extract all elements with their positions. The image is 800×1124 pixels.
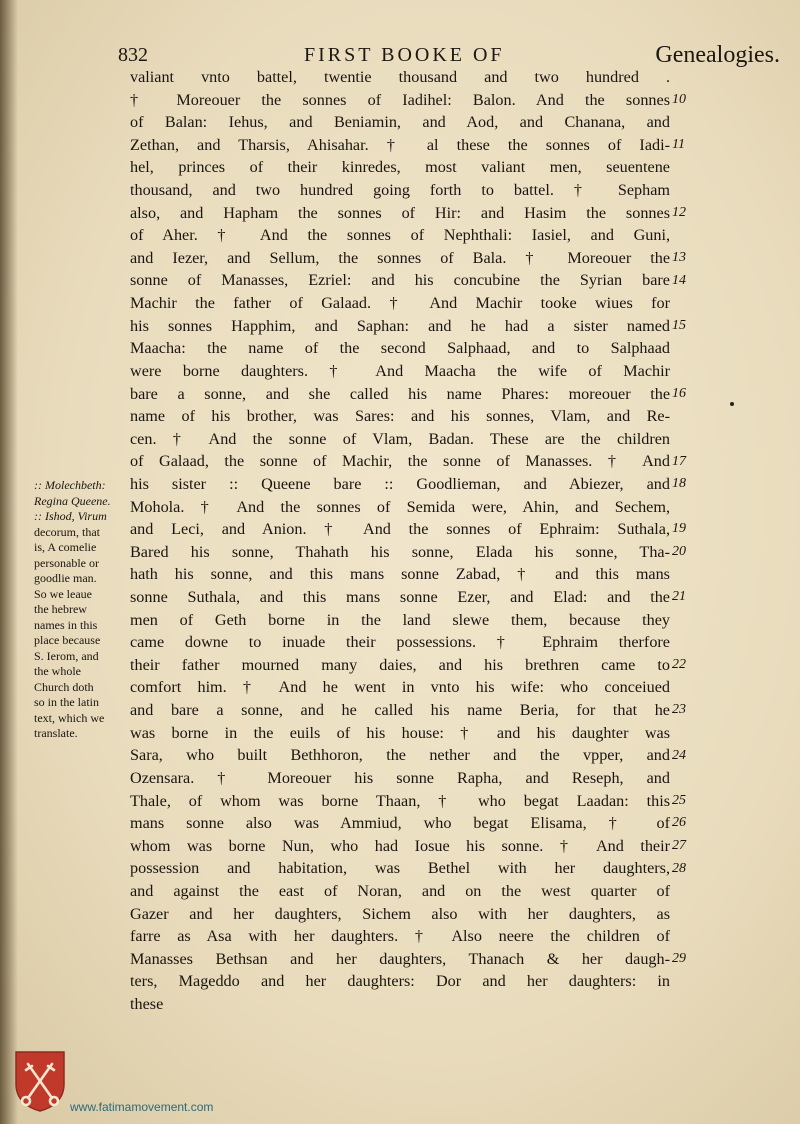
margin-note-line: :: Ishod, Virum <box>34 509 107 523</box>
verse-number: 14 <box>672 272 686 288</box>
margin-note-line: the hebrew <box>34 602 87 616</box>
text-line: mans sonne also was Ammiud, who begat Elisama, † of <box>130 814 670 833</box>
text-line: bare a sonne, and she called his name Phares: moreouer the <box>130 384 670 403</box>
verse-number: 21 <box>672 589 686 605</box>
text-line: sonne of Manasses, Ezriel: and his concubine the Syrian bare <box>130 271 670 290</box>
text-line: Machir the father of Galaad. † And Machir tooke wiues for <box>130 294 670 313</box>
text-line: men of Geth borne in the land slewe them, because they <box>130 610 670 629</box>
text-line: Maacha: the name of the second Salphaad, and to Salphaad <box>130 339 670 358</box>
text-line: of Balan: Iehus, and Beniamin, and Aod, and Chanana, and <box>130 113 670 132</box>
margin-note-line: So we leaue <box>34 586 92 601</box>
verse-number: 11 <box>672 136 685 152</box>
text-line: his sonnes Happhim, and Saphan: and he had a sister named <box>130 316 670 335</box>
text-line: hel, princes of their kinredes, most valiant men, seuentene <box>130 158 670 177</box>
section-title: Genealogies. <box>655 42 780 68</box>
text-line: and against the east of Noran, and on the west quarter of <box>130 881 670 900</box>
text-line: and Iezer, and Sellum, the sonnes of Bala. † Moreouer the <box>130 248 670 267</box>
margin-note-line: is, A comelie <box>34 540 97 554</box>
text-line: † Moreouer the sonnes of Iadihel: Balon. And the sonnes <box>130 90 670 109</box>
text-line: Sara, who built Bethhoron, the nether and the vpper, and <box>130 746 670 765</box>
margin-note-line: text, which we <box>34 710 105 725</box>
verse-number: 27 <box>672 838 686 854</box>
text-line: comfort him. † And he went in vnto his wife: who conceiued <box>130 678 670 697</box>
margin-annotation <box>34 478 142 742</box>
text-line: thousand, and two hundred going forth to battel. † Sepham <box>130 181 670 200</box>
text-line: whom was borne Nun, who had Iosue his sonne. † And their <box>130 836 670 855</box>
margin-note-line: :: Molechbeth: <box>34 478 106 492</box>
text-line: of Galaad, the sonne of Machir, the sonne of Manasses. † And <box>130 452 670 471</box>
text-line: Manasses Bethsan and her daughters, Thanach & her daugh- <box>130 949 670 968</box>
margin-note-line: translate. <box>34 726 78 740</box>
text-line: and bare a sonne, and he called his name Beria, for that he <box>130 701 670 720</box>
text-line: valiant vnto battel, twentie thousand and two hundred . <box>130 68 670 86</box>
verse-number: 16 <box>672 385 686 401</box>
verse-number: 19 <box>672 521 686 537</box>
verse-number: 22 <box>672 657 686 673</box>
verse-number: 24 <box>672 747 686 763</box>
text-line: possession and habitation, was Bethel with her daughters, <box>130 859 670 878</box>
ink-speck <box>730 402 734 406</box>
text-line: hath his sonne, and this mans sonne Zabad, † and this mans <box>130 565 670 584</box>
text-line: Ozensara. † Moreouer his sonne Rapha, and Reseph, and <box>130 768 670 787</box>
verse-number: 12 <box>672 204 686 220</box>
margin-note-line: goodlie man. <box>34 571 97 585</box>
text-line: also, and Hapham the sonnes of Hir: and Hasim the sonnes <box>130 203 670 222</box>
text-line: and Leci, and Anion. † And the sonnes of Ephraim: Suthala, <box>130 520 670 539</box>
margin-note-line: Regina Queene. <box>34 493 111 508</box>
text-line: were borne daughters. † And Maacha the wife of Machir <box>130 361 670 380</box>
verse-number: 29 <box>672 951 686 967</box>
verse-number: 17 <box>672 453 686 469</box>
text-line: cen. † And the sonne of Vlam, Badan. These are the children <box>130 429 670 448</box>
text-line: Thale, of whom was borne Thaan, † who begat Laadan: this <box>130 791 670 810</box>
text-line: farre as Asa with her daughters. † Also neere the children of <box>130 927 670 946</box>
verse-number: 18 <box>672 476 686 492</box>
verse-number: 20 <box>672 544 686 560</box>
verse-number: 26 <box>672 815 686 831</box>
text-line: name of his brother, was Sares: and his sonnes, Vlam, and Re- <box>130 407 670 426</box>
text-line: ters, Mageddo and her daughters: Dor and her daughters: in <box>130 972 670 991</box>
text-line: these <box>130 994 164 1013</box>
papal-keys-logo-icon <box>14 1050 66 1112</box>
text-line: Gazer and her daughters, Sichem also with her daughters, as <box>130 904 670 923</box>
text-line: Mohola. † And the sonnes of Semida were, Ahin, and Sechem, <box>130 497 670 516</box>
verse-number: 28 <box>672 860 686 876</box>
margin-note-line: Church doth <box>34 679 94 694</box>
verse-number: 15 <box>672 317 686 333</box>
margin-note-line: place because <box>34 633 101 647</box>
margin-note-line: so in the latin <box>34 695 99 709</box>
margin-note-line: decorum, that <box>34 524 100 539</box>
page-number: 832 <box>118 44 148 66</box>
footer-url[interactable]: www.fatimamovement.com <box>70 1100 214 1114</box>
text-line: sonne Suthala, and this mans sonne Ezer, and Elad: and the <box>130 588 670 607</box>
text-line: their father mourned many daies, and his brethren came to <box>130 655 670 674</box>
margin-note-line: the whole <box>34 664 81 678</box>
text-line: came downe to inuade their possessions. † Ephraim therfore <box>130 633 670 652</box>
verse-number: 25 <box>672 792 686 808</box>
text-line: was borne in the euils of his house: † and his daughter was <box>130 723 670 742</box>
text-line: Bared his sonne, Thahath his sonne, Elada his sonne, Tha- <box>130 542 670 561</box>
body-text <box>130 66 670 1016</box>
verse-number: 23 <box>672 702 686 718</box>
margin-note-line: names in this <box>34 617 98 632</box>
text-line: Zethan, and Tharsis, Ahisahar. † al these the sonnes of Iadi- <box>130 135 670 154</box>
margin-note-line: personable or <box>34 555 99 570</box>
text-line: of Aher. † And the sonnes of Nephthali: Iasiel, and Guni, <box>130 226 670 245</box>
text-line: his sister :: Queene bare :: Goodlieman, and Abiezer, and <box>130 474 670 493</box>
margin-note-line: S. Ierom, and <box>34 648 99 663</box>
verse-number: 13 <box>672 249 686 265</box>
verse-number: 10 <box>672 91 686 107</box>
running-title: FIRST BOOKE OF <box>304 44 505 66</box>
